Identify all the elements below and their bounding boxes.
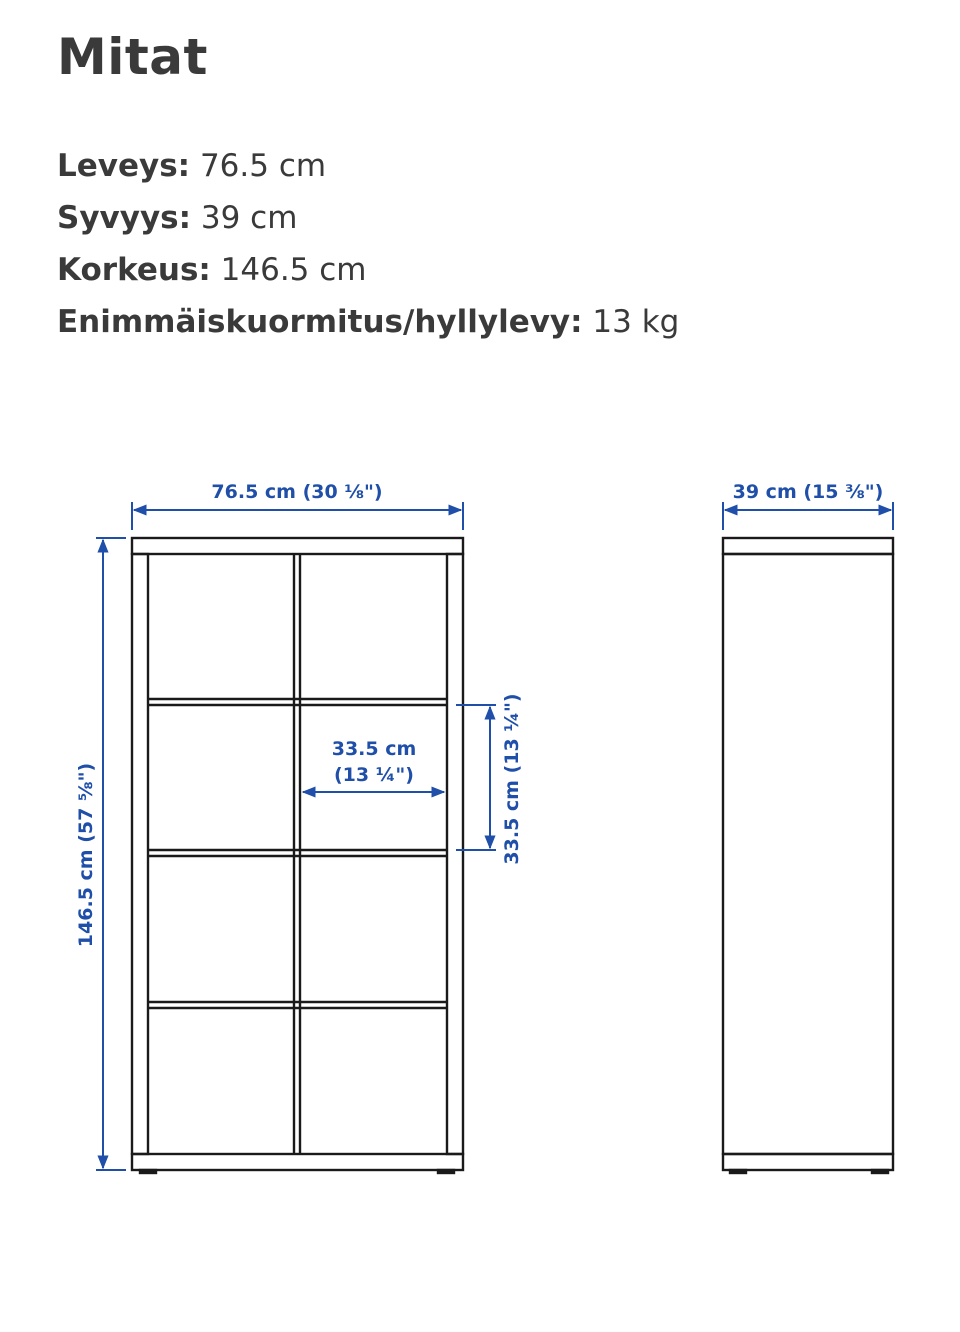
spec-label: Leveys: bbox=[57, 148, 191, 184]
front-bottom-board bbox=[132, 1154, 463, 1170]
side-depth-label: 39 cm (15 ⅜") bbox=[732, 481, 884, 503]
side-bottom-board bbox=[723, 1154, 893, 1170]
front-right-panel bbox=[447, 554, 463, 1154]
front-top-board bbox=[132, 538, 463, 554]
front-left-panel bbox=[132, 554, 148, 1154]
compartment-width-label-line1: 33.5 cm bbox=[331, 738, 417, 760]
spec-value: 39 cm bbox=[200, 200, 298, 236]
front-height-label: 146.5 cm (57 ⅝") bbox=[75, 762, 97, 948]
compartment-width-label-line2: (13 ¼") bbox=[334, 764, 414, 786]
spec-value: 13 kg bbox=[592, 304, 680, 340]
spec-label: Enimmäiskuormitus/hyllylevy: bbox=[57, 304, 583, 340]
side-panel bbox=[723, 554, 893, 1154]
spec-value: 76.5 cm bbox=[199, 148, 327, 184]
compartment-height-label: 33.5 cm (13 ¼") bbox=[501, 693, 523, 865]
side-top-board bbox=[723, 538, 893, 554]
page-title: Mitat bbox=[57, 28, 208, 86]
side-view-shelf bbox=[723, 538, 893, 1173]
front-view-shelf bbox=[132, 538, 463, 1173]
front-width-label: 76.5 cm (30 ⅛") bbox=[211, 481, 383, 503]
spec-label: Korkeus: bbox=[57, 252, 211, 288]
spec-label: Syvyys: bbox=[57, 200, 192, 236]
spec-value: 146.5 cm bbox=[220, 252, 367, 288]
